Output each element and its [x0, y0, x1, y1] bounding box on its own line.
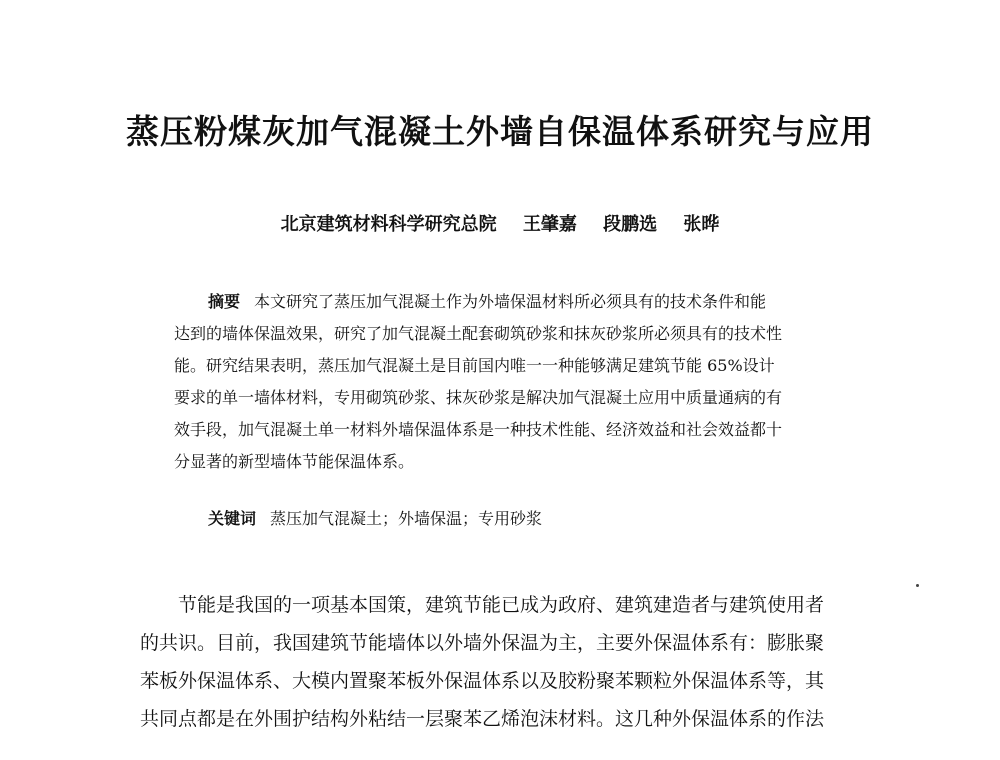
author-line: [0, 212, 1000, 238]
abstract-label: 摘要: [208, 292, 241, 311]
abstract-line: 要求的单一墙体材料，专用砌筑砂浆、抹灰砂浆是解决加气混凝土应用中质量通病的有: [174, 388, 783, 407]
abstract: [174, 286, 864, 478]
keywords-text: 蒸压加气混凝土；外墙保温；专用砂浆: [270, 509, 543, 528]
body-line: 苯板外保温体系、大模内置聚苯板外保温体系以及胶粉聚苯颗粒外保温体系等，其: [140, 670, 825, 692]
keywords-label: 关键词: [208, 509, 257, 528]
author-name: 张晔: [683, 214, 720, 235]
body-paragraph: [140, 586, 890, 738]
author-name: 段鹏选: [603, 214, 658, 235]
paper-title: 蒸压粉煤灰加气混凝土外墙自保温体系研究与应用: [126, 112, 874, 151]
body-line: 节能是我国的一项基本国策，建筑节能已成为政府、建筑建造者与建筑使用者: [178, 594, 825, 616]
keywords: [208, 503, 542, 535]
abstract-line: 能。研究结果表明，蒸压加气混凝土是目前国内唯一一种能够满足建筑节能 65%设计: [174, 356, 775, 375]
author-name: 王肇嘉: [522, 214, 577, 235]
abstract-line: 达到的墙体保温效果，研究了加气混凝土配套砌筑砂浆和抹灰砂浆所必须具有的技术性: [174, 324, 783, 343]
body-line: 共同点都是在外围护结构外粘结一层聚苯乙烯泡沫材料。这几种外保温体系的作法: [140, 708, 825, 730]
abstract-line: 效手段，加气混凝土单一材料外墙保温体系是一种技术性能、经济效益和社会效益都十: [174, 420, 783, 439]
abstract-line: 分显著的新型墙体节能保温体系。: [174, 452, 415, 471]
author-institution: 北京建筑材料科学研究总院: [280, 214, 497, 235]
abstract-line: [174, 286, 864, 318]
body-line: 的共识。目前，我国建筑节能墙体以外墙外保温为主，主要外保温体系有：膨胀聚: [140, 632, 825, 654]
abstract-text: 本文研究了蒸压加气混凝土作为外墙保温材料所必须具有的技术条件和能: [254, 292, 767, 311]
scan-speck: [916, 584, 919, 587]
